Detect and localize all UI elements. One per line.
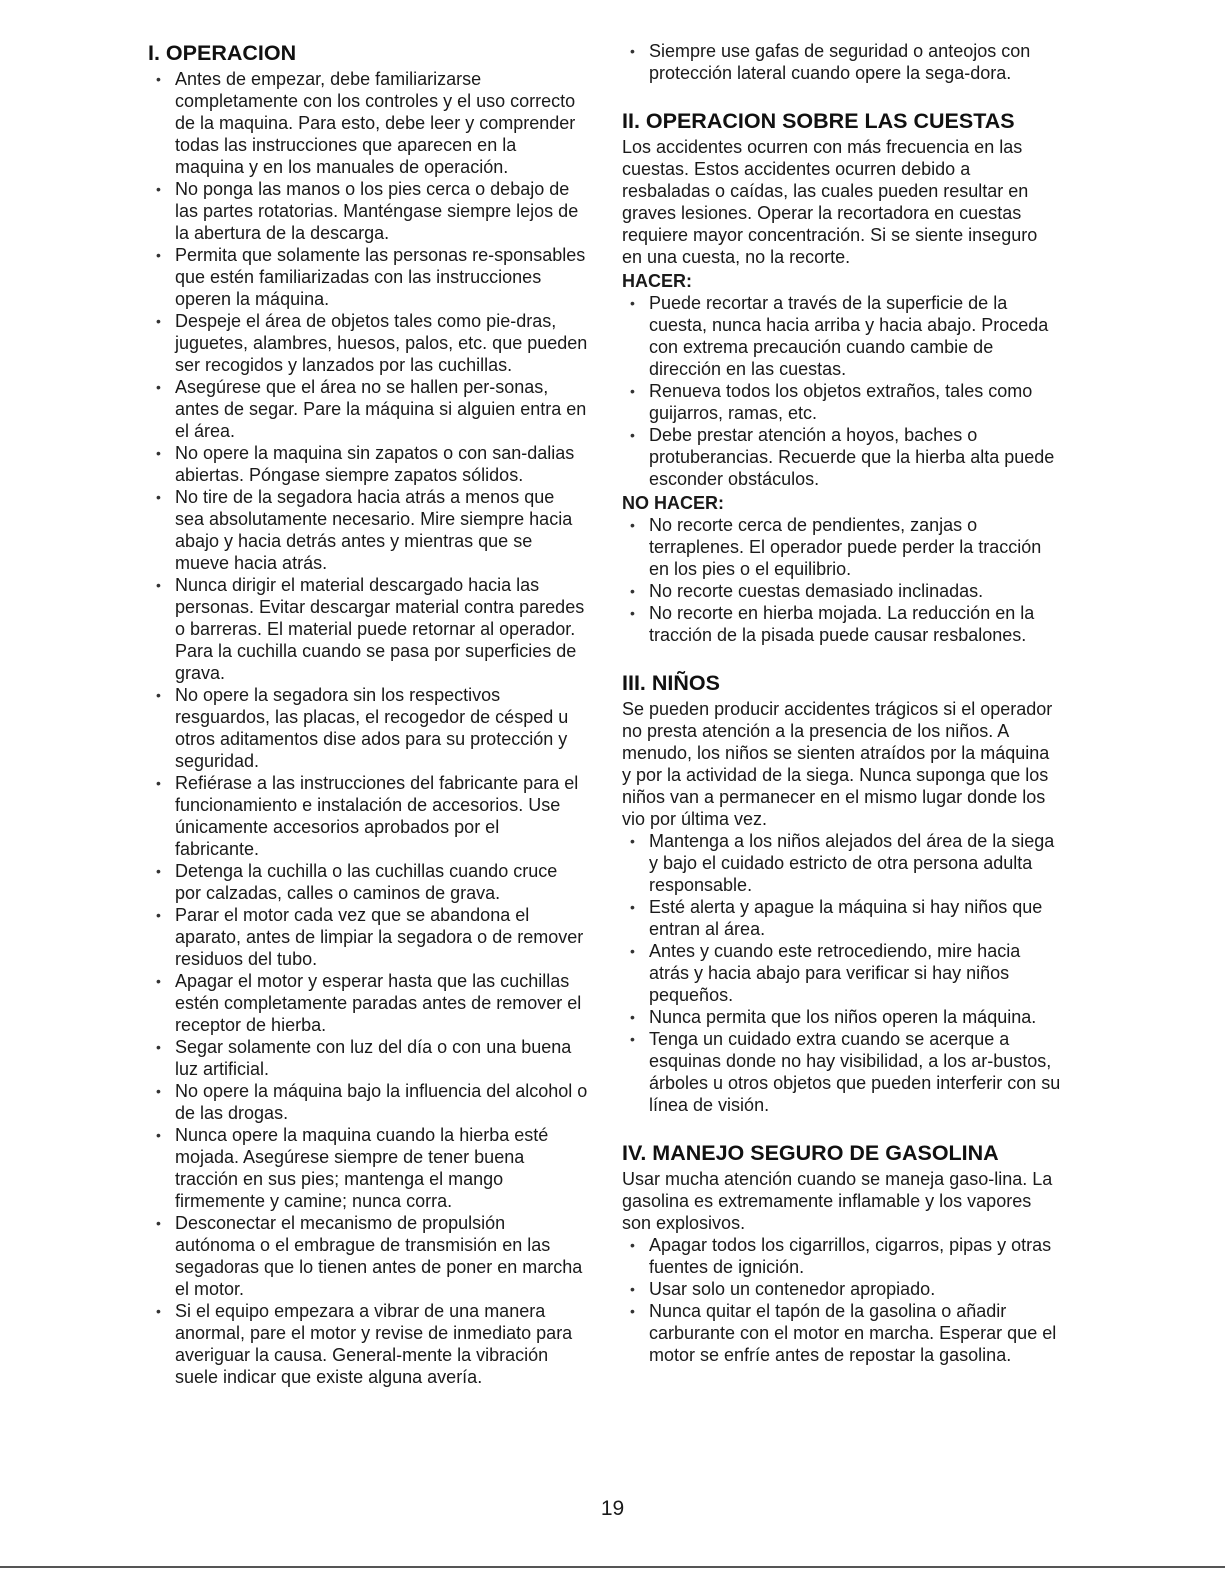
page-number: 19	[600, 1497, 625, 1520]
list-item: • Mantenga a los niños alejados del área de la siega y bajo el cuidado estricto de otra persona adulta responsable.	[622, 830, 1062, 896]
list-item: • Apagar el motor y esperar hasta que las cuchillas estén completamente paradas antes de remover el receptor de hierba.	[148, 970, 588, 1036]
gasolina-list	[622, 1234, 1062, 1366]
section-heading-gasolina: IV. MANEJO SEGURO DE GASOLINA	[622, 1141, 999, 1165]
section-heading-operacion: I. OPERACION	[148, 41, 297, 65]
list-item: • Siempre use gafas de seguridad o anteojos con protección lateral cuando opere la sega-dora.	[622, 40, 1062, 84]
no-hacer-label: NO HACER:	[622, 493, 724, 513]
list-item: • Esté alerta y apague la máquina si hay niños que entran al área.	[622, 896, 1062, 940]
ninos-paragraph: Se pueden producir accidentes trágicos si el operador no presta atención a la presencia de los niños. A menudo, los niños se sienten atraídos por la máquina y por la actividad de la siega. Nunca suponga que los niños van a permanecer en el mismo lugar donde los vio por última vez.	[622, 699, 1053, 829]
list-item: • Nunca permita que los niños operen la máquina.	[622, 1006, 1062, 1028]
list-item: • No recorte en hierba mojada. La reducción en la tracción de la pisada puede causar resbalones.	[622, 602, 1062, 646]
list-item: • Usar solo un contenedor apropiado.	[622, 1278, 1062, 1300]
list-item: • Asegúrese que el área no se hallen per-sonas, antes de segar. Pare la máquina si alguien entra en el área.	[148, 376, 588, 442]
section-heading-ninos: III. NIÑOS	[622, 671, 720, 695]
list-item: • Parar el motor cada vez que se abandona el aparato, antes de limpiar la segadora o de remover residuos del tubo.	[148, 904, 588, 970]
gasolina-paragraph: Usar mucha atención cuando se maneja gaso-lina. La gasolina es extremamente inflamable y los vapores son explosivos.	[622, 1169, 1053, 1233]
list-item: • No recorte cuestas demasiado inclinadas.	[622, 580, 1062, 602]
operacion-list	[148, 68, 588, 1388]
list-item: • Permita que solamente las personas re-sponsables que estén familiarizadas con las instrucciones operen la máquina.	[148, 244, 588, 310]
list-item: • No opere la segadora sin los respectivos resguardos, las placas, el recogedor de césped u otros aditamentos dise ados para su protección y seguridad.	[148, 684, 588, 772]
list-item: • No opere la maquina sin zapatos o con san-dalias abiertas. Póngase siempre zapatos sólidos.	[148, 442, 588, 486]
list-item: • Segar solamente con luz del día o con una buena luz artificial.	[148, 1036, 588, 1080]
list-item: • Antes de empezar, debe familiarizarse completamente con los controles y el uso correcto de la maquina. Para esto, debe leer y comprender todas las instrucciones que aparecen en la maquina y en los manuales de operación.	[148, 68, 588, 178]
right-column	[622, 40, 1062, 1366]
list-item: • Si el equipo empezara a vibrar de una manera anormal, pare el motor y revise de inmediato para averiguar la causa. General-mente la vibración suele indicar que existe alguna avería.	[148, 1300, 588, 1388]
intro-list	[622, 40, 1062, 84]
footer-divider	[0, 1566, 1225, 1568]
list-item: • Antes y cuando este retrocediendo, mire hacia atrás y hacia abajo para verificar si hay niños pequeños.	[622, 940, 1062, 1006]
list-item: • Apagar todos los cigarrillos, cigarros, pipas y otras fuentes de ignición.	[622, 1234, 1062, 1278]
list-item: • Despeje el área de objetos tales como pie-dras, juguetes, alambres, huesos, palos, etc. que pueden ser recogidos y lanzados por las cuchillas.	[148, 310, 588, 376]
left-column	[148, 40, 588, 1388]
list-item: • Tenga un cuidado extra cuando se acerque a esquinas donde no hay visibilidad, a los ar-bustos, árboles u otros objetos que pueden interferir con su línea de visión.	[622, 1028, 1062, 1116]
hacer-label: HACER:	[622, 271, 692, 291]
hacer-list	[622, 292, 1062, 490]
list-item: • No recorte cerca de pendientes, zanjas o terraplenes. El operador puede perder la tracción en los pies o el equilibrio.	[622, 514, 1062, 580]
list-item: • Nunca opere la maquina cuando la hierba esté mojada. Asegúrese siempre de tener buena tracción en sus pies; mantenga el mango firmemente y camine; nunca corra.	[148, 1124, 588, 1212]
list-item: • Refiérase a las instrucciones del fabricante para el funcionamiento e instalación de accesorios. Use únicamente accesorios aprobados por el fabricante.	[148, 772, 588, 860]
list-item: • Renueva todos los objetos extraños, tales como guijarros, ramas, etc.	[622, 380, 1062, 424]
list-item: • Debe prestar atención a hoyos, baches o protuberancias. Recuerde que la hierba alta puede esconder obstáculos.	[622, 424, 1062, 490]
list-item: • No tire de la segadora hacia atrás a menos que sea absolutamente necesario. Mire siempre hacia abajo y hacia detrás antes y mientras que se mueve hacia atrás.	[148, 486, 588, 574]
list-item: • Puede recortar a través de la superficie de la cuesta, nunca hacia arriba y hacia abajo. Proceda con extrema precaución cuando cambie de dirección en las cuestas.	[622, 292, 1062, 380]
list-item: • Nunca dirigir el material descargado hacia las personas. Evitar descargar material contra paredes o barreras. El material puede retornar al operador. Para la cuchilla cuando se pasa por superficies de grava.	[148, 574, 588, 684]
section-heading-cuestas: II. OPERACION SOBRE LAS CUESTAS	[622, 109, 1015, 133]
list-item: • No opere la máquina bajo la influencia del alcohol o de las drogas.	[148, 1080, 588, 1124]
list-item: • Nunca quitar el tapón de la gasolina o añadir carburante con el motor en marcha. Esperar que el motor se enfríe antes de repostar la gasolina.	[622, 1300, 1062, 1366]
list-item: • Detenga la cuchilla o las cuchillas cuando cruce por calzadas, calles o caminos de grava.	[148, 860, 588, 904]
list-item: • Desconectar el mecanismo de propulsión autónoma o el embrague de transmisión en las segadoras que lo tienen antes de poner en marcha el motor.	[148, 1212, 588, 1300]
ninos-list	[622, 830, 1062, 1116]
cuestas-paragraph: Los accidentes ocurren con más frecuencia en las cuestas. Estos accidentes ocurren debido a resbaladas o caídas, las cuales pueden resultar en graves lesiones. Operar la recortadora en cuestas requiere mayor concentración. Si se siente inseguro en una cuesta, no la recorte.	[622, 137, 1038, 267]
list-item: • No ponga las manos o los pies cerca o debajo de las partes rotatorias. Manténgase siempre lejos de la abertura de la descarga.	[148, 178, 588, 244]
no-hacer-list	[622, 514, 1062, 646]
